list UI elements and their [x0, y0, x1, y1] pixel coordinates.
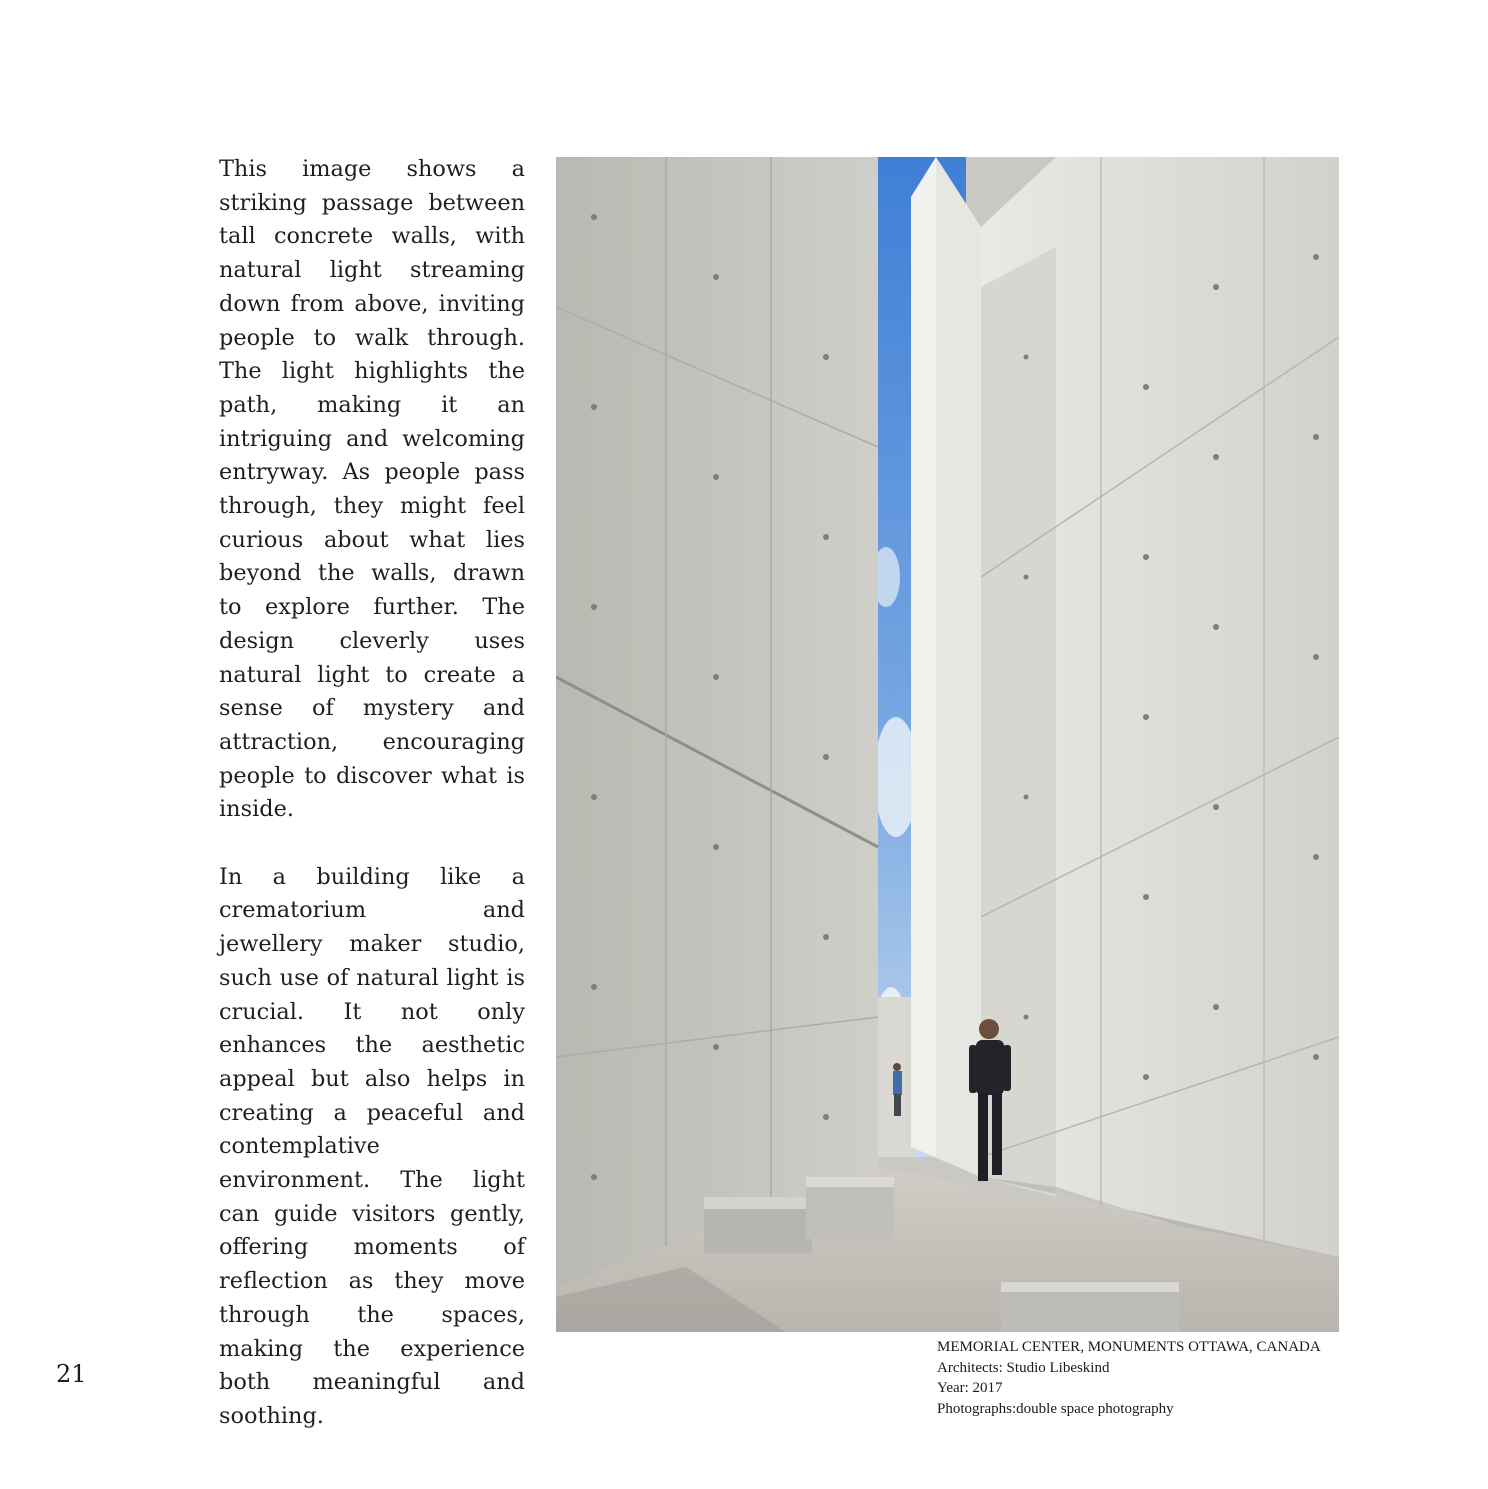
caption-photographs: Photographs:double space photography — [937, 1400, 1174, 1417]
article-paragraph-2: In a building like a crematorium and jewellery maker studio, such use of natural light is crucial. It not only enhances the aesthetic appeal but also helps in creating a peaceful and contemplative environment. The light can guide visitors gently, offering moments of reflection as they move through the spaces, making the experience both meaningful and soothing. — [219, 863, 525, 1429]
photo-caption — [937, 1337, 1357, 1419]
article-paragraph-1: This image shows a striking passage between tall concrete walls, with natural light streaming down from above, inviting people to walk through. The light highlights the path, making it an intriguing and welcoming entryway. As people pass through, they might feel curious about what lies beyond the walls, drawn to explore further. The design cleverly uses natural light to create a sense of mystery and attraction, encouraging people to discover what is inside. — [219, 156, 525, 823]
memorial-center-photo — [556, 157, 1339, 1332]
caption-architects: Architects: Studio Libeskind — [937, 1359, 1110, 1376]
article-body — [219, 153, 525, 1434]
caption-year: Year: 2017 — [937, 1380, 1003, 1396]
page-number: 21 — [56, 1360, 87, 1388]
caption-title: MEMORIAL CENTER, MONUMENTS OTTAWA, CANADA — [937, 1339, 1321, 1355]
